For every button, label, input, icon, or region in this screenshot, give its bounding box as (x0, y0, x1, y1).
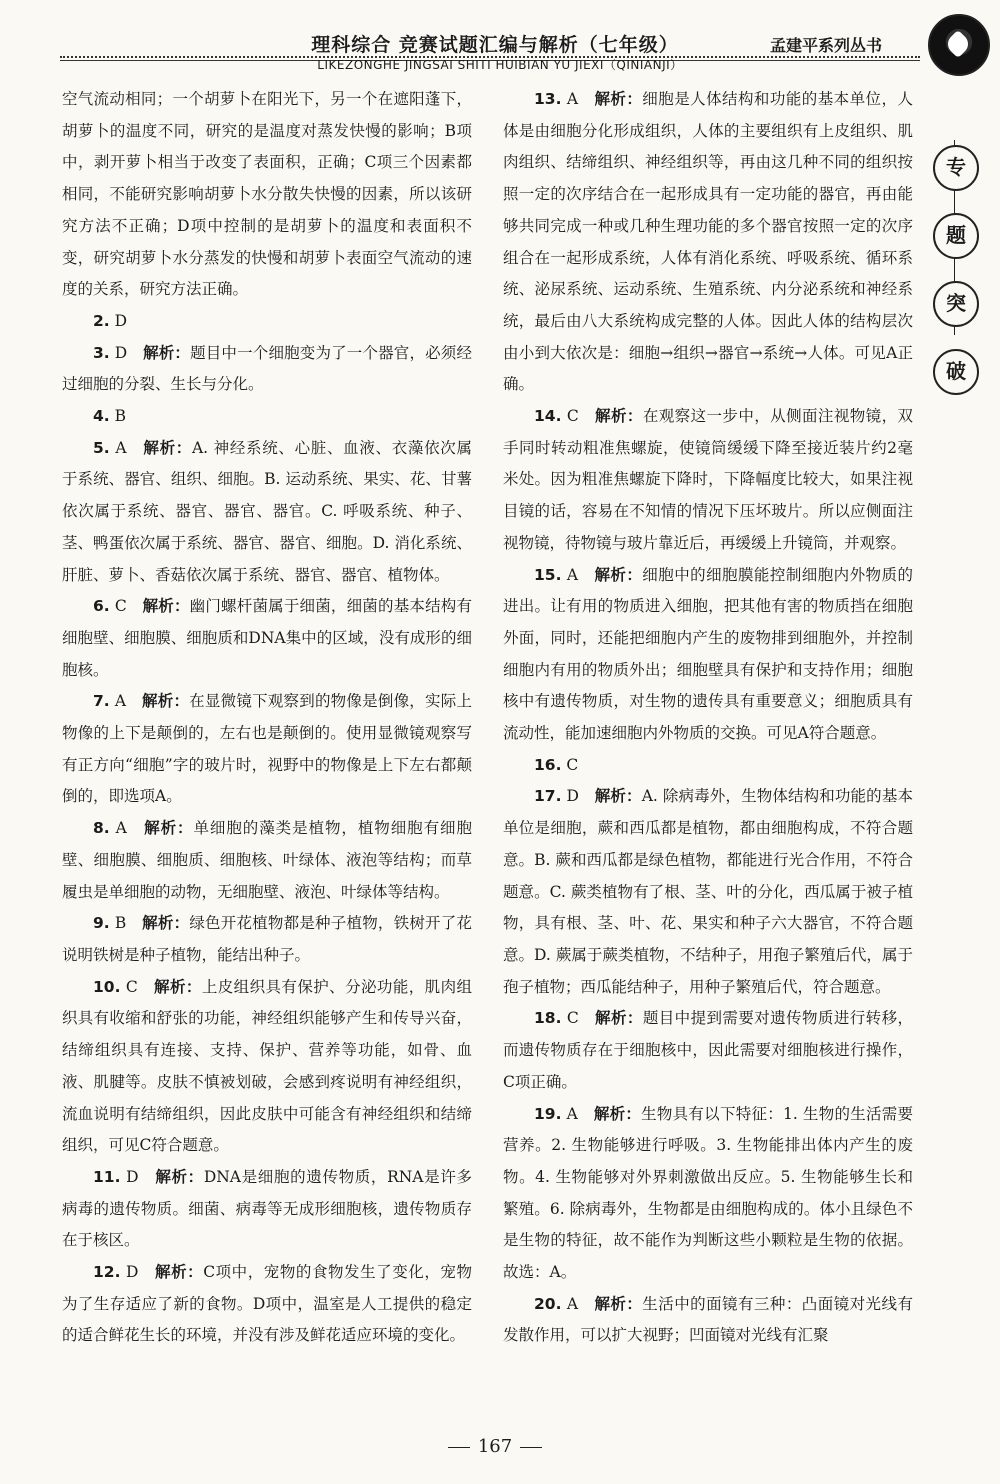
explanation-label: 解析： (142, 692, 190, 711)
answer-choice: A (566, 1104, 578, 1123)
explanation-text: 上皮组织具有保护、分泌功能，肌肉组织具有收缩和舒张的功能，神经组织能够产生和传导兴奋，结缔组织具有连接、支持、保护、营养等功能，如骨、血液、肌腱等。皮肤不慎被划破，会感到疼说明有神经组织，流血说明有结缔组织，因此皮肤中可能含有神经组织和结缔组织，可见C符合题意。 (62, 977, 472, 1155)
series-name: 孟建平系列丛书 (770, 36, 883, 55)
answer-choice: D (566, 787, 579, 806)
answer-choice: B (114, 914, 127, 933)
explanation-label: 解析： (144, 819, 194, 838)
answer-item (62, 306, 472, 338)
answer-item (62, 1257, 472, 1352)
answer-choice: D (114, 343, 128, 362)
footer-dash-right (520, 1447, 542, 1448)
question-number: 10. (93, 977, 121, 996)
section-sidebar (928, 145, 984, 417)
explanation-label: 解析： (594, 90, 643, 108)
answer-item (62, 813, 472, 908)
question-number: 20. (534, 1294, 562, 1313)
explanation-label: 解析： (143, 343, 191, 362)
explanation-text: 题目中提到需要对遗传物质进行转移，而遗传物质存在于细胞核中，因此需要对细胞核进行操作，C项正确。 (503, 1009, 913, 1091)
explanation-text: 绿色开花植物都是种子植物，铁树开了花说明铁树是种子植物，能结出种子。 (62, 914, 472, 964)
page-footer (430, 1436, 560, 1457)
answer-item (62, 591, 472, 686)
answer-item (503, 560, 913, 750)
right-column (503, 84, 913, 1352)
explanation-text: 在观察这一步中，从侧面注视物镜，双手同时转动粗准焦螺旋，使镜筒缓缓下降至接近装片约2毫米处。因为粗准焦螺旋下降时，下降幅度比较大，如果注视目镜的话，容易在不知情的情况下压坏玻片。所以应侧面注视物镜，待物镜与玻片靠近后，再缓缓上升镜筒，并观察。 (503, 407, 913, 552)
answer-choice: C (566, 1009, 579, 1028)
explanation-label: 解析： (593, 1104, 642, 1123)
answer-choice: A (566, 90, 579, 108)
footer-dash-left (448, 1447, 470, 1448)
explanation-text: 题目中一个细胞变为了一个器官，必须经过细胞的分裂、生长与分化。 (62, 343, 472, 394)
sidebar-badge: 突 (933, 281, 979, 327)
question-number: 2. (93, 311, 110, 330)
answer-item (503, 401, 913, 560)
explanation-text: 细胞是人体结构和功能的基本单位，人体是由细胞分化形成组织，人体的主要组织有上皮组织、肌肉组织、结缔组织、神经组织等，再由这几种不同的组织按照一定的次序结合在一起形成具有一定功能的器官，再由能够共同完成一种或几种生理功能的多个器官按照一定的次序组合在一起形成系统，人体有消化系统、呼吸系统、循环系统、泌尿系统、运动系统、生殖系统、内分泌系统和神经系统，最后由八大系统构成完整的人体。因此人体的结构层次由小到大依次是：细胞→组织→器官→系统→人体。可见A正确。 (503, 90, 913, 394)
answer-choice: B (114, 407, 127, 426)
answer-choice: C (125, 977, 138, 996)
answer-choice: D (126, 1167, 139, 1186)
series-logo-icon (928, 14, 990, 76)
question-number: 9. (93, 914, 110, 933)
answer-item (503, 84, 913, 401)
answer-item (62, 84, 472, 306)
answer-item (62, 972, 472, 1162)
answer-item (62, 338, 472, 401)
answer-choice: A (114, 692, 127, 711)
explanation-text: 生活中的面镜有三种：凸面镜对光线有发散作用，可以扩大视野；凹面镜对光线有汇聚 (503, 1294, 913, 1345)
answer-choice: C (566, 407, 579, 426)
answer-item (62, 401, 472, 433)
answer-item (62, 1162, 472, 1257)
question-number: 4. (93, 407, 110, 426)
question-number: 8. (93, 819, 110, 838)
answer-choice: A (115, 819, 127, 838)
answer-choice: A (566, 565, 579, 584)
explanation-label: 解析： (594, 1294, 643, 1313)
answer-choice: C (114, 597, 127, 616)
explanation-text: 幽门螺杆菌属于细菌，细菌的基本结构有细胞壁、细胞膜、细胞质和DNA集中的区域，没有成形的细胞核。 (62, 597, 472, 679)
answer-choice: D (125, 1263, 139, 1282)
question-number: 11. (93, 1167, 121, 1186)
answer-item (503, 1099, 913, 1289)
question-number: 6. (93, 597, 110, 616)
question-number: 15. (534, 565, 562, 584)
explanation-text: A. 神经系统、心脏、血液、衣藻依次属于系统、器官、组织、细胞。B. 运动系统、果实、花、甘薯依次属于系统、器官、器官、器官。C. 呼吸系统、种子、茎、鸭蛋依次属于系统、器官、器官、细胞。D. 消化系统、肝脏、萝卜、香菇依次属于系统、器官、器官、植物体。 (62, 438, 472, 584)
question-number: 14. (534, 407, 562, 426)
answer-choice: A (566, 1294, 579, 1313)
left-column (62, 84, 472, 1352)
answer-item (503, 1003, 913, 1098)
explanation-text: 细胞中的细胞膜能控制细胞内外物质的进出。让有用的物质进入细胞，把其他有害的物质挡在细胞外面，同时，还能把细胞内产生的废物排到细胞外，并控制细胞内有用的物质外出；细胞壁具有保护和支持作用；细胞核中有遗传物质，对生物的遗传具有重要意义；细胞质具有流动性，能加速细胞内外物质的交换。可见A符合题意。 (503, 565, 913, 743)
question-number: 16. (534, 755, 562, 774)
explanation-label: 解析： (595, 1009, 643, 1028)
book-subtitle-pinyin: LIKEZONGHE JINGSAI SHITI HUIBIAN YU JIEXI（QINIANJI） (317, 58, 683, 72)
question-number: 5. (93, 438, 110, 457)
explanation-label: 解析： (142, 914, 190, 933)
explanation-label: 解析： (594, 787, 642, 806)
answer-choice: D (114, 311, 128, 330)
explanation-text: 空气流动相同；一个胡萝卜在阳光下，另一个在遮阳蓬下，胡萝卜的温度不同，研究的是温度对蒸发快慢的影响；B项中，剥开萝卜相当于改变了表面积，正确；C项三个因素都相同，不能研究影响胡萝卜水分散失快慢的因素，所以该研究方法不正确；D项中控制的是胡萝卜的温度和表面积不变，研究胡萝卜水分蒸发的快慢和胡萝卜表面空气流动的速度的关系，研究方法正确。 (62, 90, 472, 299)
explanation-text: DNA是细胞的遗传物质，RNA是许多病毒的遗传物质。细菌、病毒等无成形细胞核，遗传物质存在于核区。 (62, 1167, 472, 1250)
explanation-label: 解析： (154, 977, 202, 996)
explanation-label: 解析： (594, 565, 643, 584)
page-header (0, 0, 1000, 80)
explanation-label: 解析： (595, 407, 643, 426)
sidebar-badge: 破 (933, 349, 979, 395)
explanation-text: C项中，宠物的食物发生了变化，宠物为了生存适应了新的食物。D项中，温室是人工提供的稳定的适合鲜花生长的环境，并没有涉及鲜花适应环境的变化。 (62, 1263, 472, 1345)
explanation-label: 解析： (155, 1167, 204, 1186)
page-number: 167 (477, 1436, 513, 1457)
question-number: 18. (534, 1009, 562, 1028)
question-number: 17. (534, 787, 562, 806)
explanation-text: A. 除病毒外，生物体结构和功能的基本单位是细胞，蕨和西瓜都是植物，都由细胞构成，不符合题意。B. 蕨和西瓜都是绿色植物，都能进行光合作用，不符合题意。C. 蕨类植物有了根、茎、叶的分化，西瓜属于被子植物，具有根、茎、叶、花、果实和种子六大器官，不符合题意。D. 蕨属于蕨类植物，不结种子，用孢子繁殖后代，属于孢子植物；西瓜能结种子，用种子繁殖后代，符合题意。 (503, 787, 913, 996)
answer-choice: C (566, 755, 579, 774)
sidebar-badge: 题 (933, 213, 979, 259)
question-number: 7. (93, 692, 110, 711)
answer-item (503, 750, 913, 782)
answer-item (62, 433, 472, 592)
sidebar-badge: 专 (933, 145, 979, 191)
explanation-text: 在显微镜下观察到的物像是倒像，实际上物像的上下是颠倒的，左右也是颠倒的。使用显微镜观察写有正方向“细胞”字的玻片时，视野中的物像是上下左右都颠倒的，即选项A。 (62, 692, 472, 806)
explanation-label: 解析： (142, 597, 190, 616)
explanation-label: 解析： (143, 438, 192, 457)
answer-choice: A (115, 438, 127, 457)
question-number: 19. (534, 1104, 562, 1123)
book-title: 理科综合 竞赛试题汇编与解析（七年级） (311, 34, 679, 56)
answer-item (503, 1289, 913, 1352)
answer-item (62, 908, 472, 971)
explanation-label: 解析： (155, 1263, 204, 1282)
question-number: 13. (534, 90, 562, 108)
answer-item (62, 686, 472, 813)
answer-item (503, 781, 913, 1003)
explanation-text: 单细胞的藻类是植物，植物细胞有细胞壁、细胞膜、细胞质、细胞核、叶绿体、液泡等结构；而草履虫是单细胞的动物，无细胞壁、液泡、叶绿体等结构。 (62, 819, 472, 901)
question-number: 12. (93, 1263, 121, 1282)
question-number: 3. (93, 343, 110, 362)
explanation-text: 生物具有以下特征：1. 生物的生活需要营养。2. 生物能够进行呼吸。3. 生物能排出体内产生的废物。4. 生物能够对外界刺激做出反应。5. 生物能够生长和繁殖。6. 除病毒外，生物都是由细胞构成的。体小且绿色不是生物的特征，故不能作为判断这些小颗粒是生物的依据。故选：A。 (503, 1104, 913, 1282)
